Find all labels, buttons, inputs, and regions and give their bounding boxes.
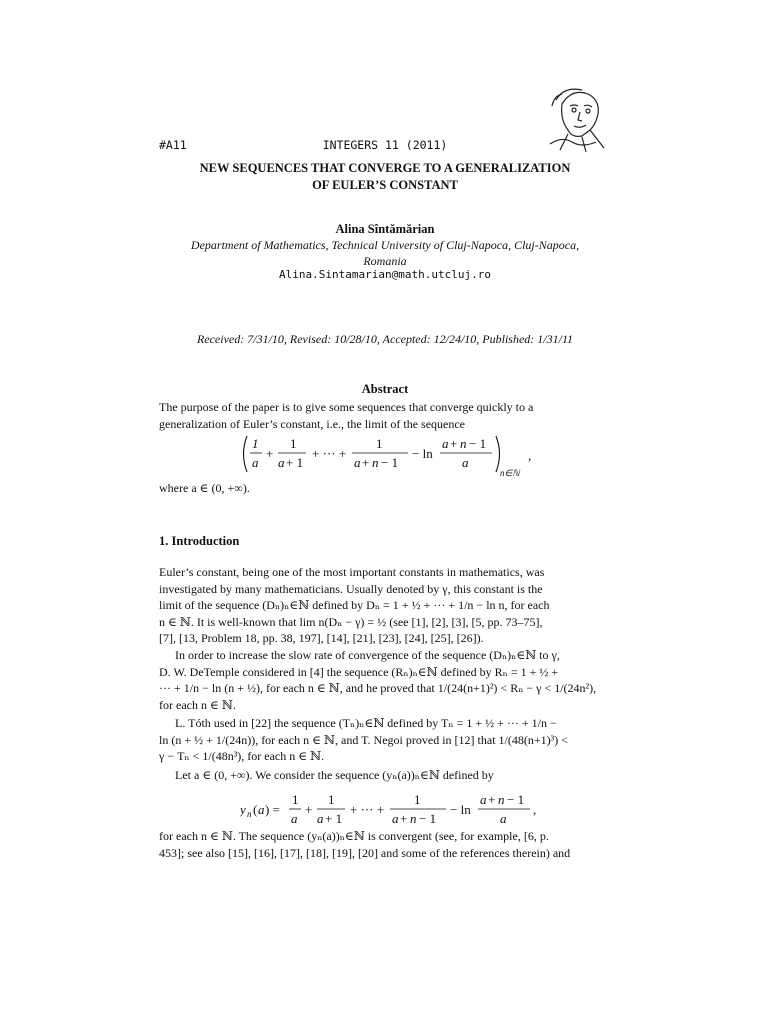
svg-text:− 1: − 1 (419, 811, 437, 826)
svg-text:+ ··· +: + ··· + (350, 802, 385, 817)
svg-text:+: + (400, 811, 408, 826)
text-line: ··· + 1/n − ln (n + ½), for each n ∈ ℕ, and he proved that 1/(24(n+1)²) < Rₙ − γ < 1/(24n²), (159, 681, 597, 696)
svg-text:+: + (266, 446, 274, 461)
paper-title (159, 160, 611, 194)
svg-text:a: a (462, 455, 469, 470)
author-email[interactable]: Alina.Sintamarian@math.utcluj.ro (279, 268, 491, 281)
svg-text:y: y (240, 802, 246, 817)
publication-dates: Received: 7/31/10, Revised: 10/28/10, Accepted: 12/24/10, Published: 1/31/11 (196, 332, 574, 346)
svg-text:a: a (480, 792, 487, 807)
svg-text:n: n (410, 811, 417, 826)
text-line: In order to increase the slow rate of convergence of the sequence (Dₙ)ₙ∈ℕ to γ, (175, 648, 560, 662)
abstract-equation (240, 432, 540, 478)
text-line: n ∈ ℕ. It is well-known that lim n(Dₙ − γ) = ½ (see [1], [2], [3], [5, pp. 73–75], (159, 614, 543, 629)
abstract-line-1: The purpose of the paper is to give some sequences that converge quickly to a (159, 400, 534, 414)
intro-paragraph-3 (159, 715, 611, 765)
svg-text:1: 1 (290, 436, 297, 451)
svg-text:+ 1: + 1 (325, 811, 343, 826)
svg-text:− ln: − ln (412, 446, 433, 461)
svg-text:+: + (450, 436, 458, 451)
text-line: investigated by many mathematicians. Usually denoted by γ, this constant is the (159, 581, 543, 596)
svg-text:1: 1 (414, 792, 421, 807)
svg-text:n: n (498, 792, 505, 807)
euler-portrait-icon (542, 84, 612, 154)
svg-text:+: + (362, 455, 370, 470)
author-name: Alina Sîntămărian (335, 222, 435, 236)
text-line: limit of the sequence (Dₙ)ₙ∈ℕ defined by Dₙ = 1 + ½ + ··· + 1/n − ln n, for each (159, 598, 550, 613)
title-line-1: NEW SEQUENCES THAT CONVERGE TO A GENERALIZATION (199, 161, 571, 175)
journal-header: INTEGERS 11 (2011) (322, 138, 448, 152)
svg-text:a: a (258, 802, 265, 817)
svg-text:+ ··· +: + ··· + (312, 446, 347, 461)
svg-text:+: + (305, 802, 313, 817)
svg-text:) =: ) = (265, 802, 280, 817)
svg-text:a: a (500, 811, 507, 826)
svg-text:n: n (372, 455, 379, 470)
text-line: Euler’s constant, being one of the most important constants in mathematics, was (159, 565, 545, 579)
section-heading-introduction: 1. Introduction (159, 534, 240, 548)
svg-text:− 1: − 1 (381, 455, 399, 470)
svg-text:n: n (247, 809, 252, 819)
affiliation-line-2: Romania (363, 254, 407, 268)
author-affiliation (159, 237, 611, 269)
text-line: L. Tóth used in [22] the sequence (Tₙ)ₙ∈ℕ defined by Tₙ = 1 + ½ + ··· + 1/n − (175, 716, 557, 730)
svg-text:a: a (442, 436, 449, 451)
abstract-line-2: generalization of Euler’s constant, i.e., the limit of the sequence (159, 416, 466, 431)
text-line: D. W. DeTemple considered in [4] the sequence (Rₙ)ₙ∈ℕ defined by Rₙ = 1 + ½ + (159, 664, 559, 679)
svg-text:a: a (392, 811, 399, 826)
intro-paragraph-4: Let a ∈ (0, +∞). We consider the sequence (yₙ(a))ₙ∈ℕ defined by (175, 768, 494, 782)
svg-text:a: a (252, 455, 259, 470)
text-line: for each n ∈ ℕ. The sequence (yₙ(a))ₙ∈ℕ is convergent (see, for example, [6, p. (159, 829, 549, 843)
svg-text:a: a (354, 455, 361, 470)
abstract-tail: where a ∈ (0, +∞). (159, 481, 250, 495)
text-line: for each n ∈ ℕ. (159, 697, 236, 712)
svg-text:1: 1 (328, 792, 335, 807)
svg-text:+: + (488, 792, 496, 807)
abstract-text (159, 399, 611, 432)
svg-text:a: a (278, 455, 285, 470)
svg-text:1: 1 (376, 436, 383, 451)
affiliation-line-1: Department of Mathematics, Technical University of Cluj-Napoca, Cluj-Napoca, (190, 238, 580, 252)
svg-text:1: 1 (292, 792, 299, 807)
intro-paragraph-2 (159, 647, 611, 713)
text-line: 453]; see also [15], [16], [17], [18], [19], [20] and some of the references therein) and (159, 845, 571, 860)
intro-paragraph-1 (159, 564, 611, 647)
text-line: γ − Tₙ < 1/(48n³), for each n ∈ ℕ. (159, 749, 325, 764)
text-line: [7], [13, Problem 18, pp. 38, 197], [14], [21], [23], [24], [25], [26]). (159, 631, 484, 646)
intro-paragraph-5 (159, 828, 611, 861)
abstract-heading: Abstract (361, 382, 409, 396)
article-id: #A11 (159, 138, 187, 152)
svg-text:(: ( (253, 802, 258, 817)
svg-text:n: n (460, 436, 467, 451)
svg-text:1: 1 (252, 436, 259, 451)
svg-text:a: a (291, 811, 298, 826)
title-line-2: OF EULER’S CONSTANT (312, 178, 458, 192)
svg-text:n∈ℕ: n∈ℕ (500, 468, 520, 478)
svg-text:− ln: − ln (450, 802, 471, 817)
text-line: ln (n + ½ + 1/(24n)), for each n ∈ ℕ, and T. Negoi proved in [12] that 1/(48(n+1)³) < (159, 732, 568, 747)
svg-text:,: , (528, 448, 532, 463)
svg-text:a: a (317, 811, 324, 826)
svg-text:,: , (533, 802, 537, 817)
svg-text:+ 1: + 1 (286, 455, 304, 470)
svg-text:− 1: − 1 (507, 792, 525, 807)
svg-text:− 1: − 1 (469, 436, 487, 451)
